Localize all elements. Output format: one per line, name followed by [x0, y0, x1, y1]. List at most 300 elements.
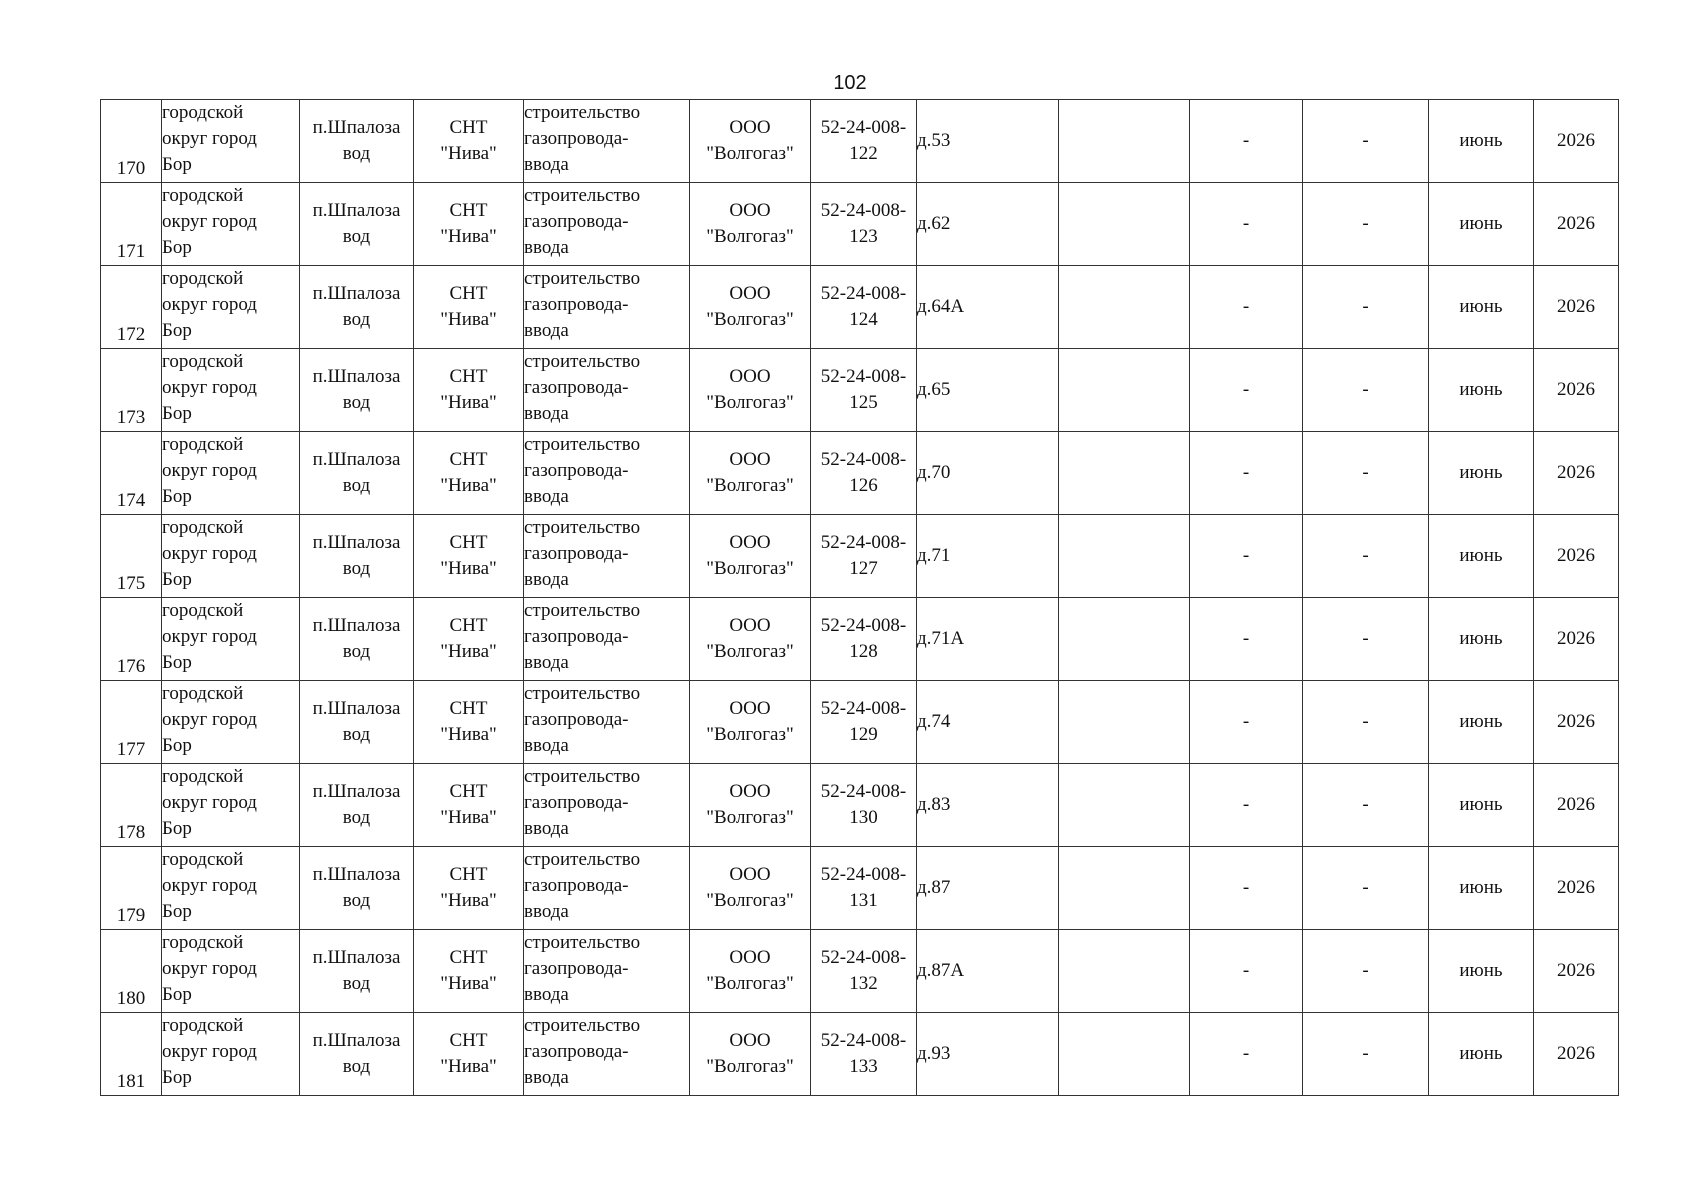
- district-cell-line: округ город: [162, 958, 257, 979]
- work-type-cell-line: строительство: [524, 434, 641, 455]
- table-row: [101, 515, 1619, 598]
- snt-cell-line: СНТ: [449, 698, 488, 719]
- empty-cell: [1059, 432, 1190, 515]
- district-cell: [162, 349, 300, 432]
- organization-cell: [690, 266, 811, 349]
- table-row: [101, 847, 1619, 930]
- cadastral-code-cell-line: 127: [849, 558, 878, 579]
- settlement-cell-line: вод: [342, 973, 371, 994]
- organization-cell-line: ООО: [729, 117, 771, 138]
- work-type-cell-line: газопровода-: [524, 875, 629, 896]
- cadastral-code-cell-line: 125: [849, 392, 878, 413]
- year-cell: 2026: [1534, 183, 1619, 266]
- snt-cell-line: СНТ: [449, 449, 488, 470]
- month-cell: июнь: [1429, 681, 1534, 764]
- year-cell: 2026: [1534, 764, 1619, 847]
- dash-cell: -: [1303, 349, 1429, 432]
- dash-cell: -: [1303, 598, 1429, 681]
- cadastral-code-cell-line: 52-24-008-: [820, 781, 907, 802]
- table-row: [101, 598, 1619, 681]
- table-row: [101, 432, 1619, 515]
- house-number-cell: д.71: [917, 515, 1059, 598]
- settlement-cell: [300, 598, 414, 681]
- district-cell-line: Бор: [162, 403, 192, 424]
- row-number-cell: 180: [101, 930, 162, 1013]
- empty-cell: [1059, 598, 1190, 681]
- work-type-cell-line: строительство: [524, 766, 641, 787]
- work-type-cell: [524, 183, 690, 266]
- dash-cell: -: [1190, 847, 1303, 930]
- work-type-cell: [524, 764, 690, 847]
- row-number-cell: 181: [101, 1013, 162, 1096]
- snt-cell-line: "Нива": [440, 558, 497, 579]
- district-cell-line: округ город: [162, 626, 257, 647]
- organization-cell-line: ООО: [729, 781, 771, 802]
- work-type-cell-line: ввода: [524, 237, 569, 258]
- snt-cell: [414, 266, 524, 349]
- dash-cell: -: [1303, 930, 1429, 1013]
- organization-cell-line: "Волгогаз": [706, 392, 794, 413]
- organization-cell: [690, 432, 811, 515]
- house-number-cell: д.65: [917, 349, 1059, 432]
- cadastral-code-cell-line: 52-24-008-: [820, 532, 907, 553]
- empty-cell: [1059, 515, 1190, 598]
- registry-table: [100, 99, 1619, 1096]
- district-cell-line: округ город: [162, 1041, 257, 1062]
- cadastral-code-cell-line: 132: [849, 973, 878, 994]
- snt-cell-line: СНТ: [449, 781, 488, 802]
- cadastral-code-cell-line: 52-24-008-: [820, 366, 907, 387]
- district-cell-line: округ город: [162, 875, 257, 896]
- empty-cell: [1059, 100, 1190, 183]
- cadastral-code-cell-line: 52-24-008-: [820, 615, 907, 636]
- work-type-cell-line: строительство: [524, 1015, 641, 1036]
- snt-cell: [414, 349, 524, 432]
- settlement-cell-line: вод: [342, 226, 371, 247]
- work-type-cell-line: газопровода-: [524, 543, 629, 564]
- table-row: [101, 1013, 1619, 1096]
- settlement-cell-line: п.Шпалоза: [312, 698, 401, 719]
- house-number-cell: д.62: [917, 183, 1059, 266]
- row-number-cell: 177: [101, 681, 162, 764]
- district-cell: [162, 515, 300, 598]
- month-cell: июнь: [1429, 515, 1534, 598]
- work-type-cell-line: газопровода-: [524, 958, 629, 979]
- snt-cell: [414, 847, 524, 930]
- district-cell: [162, 100, 300, 183]
- row-number-cell: 178: [101, 764, 162, 847]
- table-row: [101, 764, 1619, 847]
- settlement-cell: [300, 266, 414, 349]
- district-cell-line: городской: [162, 766, 244, 787]
- work-type-cell: [524, 598, 690, 681]
- district-cell-line: городской: [162, 849, 244, 870]
- snt-cell-line: СНТ: [449, 366, 488, 387]
- district-cell: [162, 930, 300, 1013]
- work-type-cell-line: газопровода-: [524, 128, 629, 149]
- dash-cell: -: [1190, 930, 1303, 1013]
- house-number-cell: д.74: [917, 681, 1059, 764]
- work-type-cell: [524, 681, 690, 764]
- district-cell-line: Бор: [162, 984, 192, 1005]
- work-type-cell-line: строительство: [524, 683, 641, 704]
- work-type-cell-line: строительство: [524, 517, 641, 538]
- organization-cell-line: ООО: [729, 947, 771, 968]
- table-row: [101, 266, 1619, 349]
- dash-cell: -: [1303, 681, 1429, 764]
- district-cell-line: городской: [162, 434, 244, 455]
- work-type-cell-line: ввода: [524, 652, 569, 673]
- settlement-cell-line: п.Шпалоза: [312, 449, 401, 470]
- district-cell-line: городской: [162, 185, 244, 206]
- empty-cell: [1059, 681, 1190, 764]
- settlement-cell-line: п.Шпалоза: [312, 1030, 401, 1051]
- settlement-cell-line: п.Шпалоза: [312, 117, 401, 138]
- settlement-cell-line: вод: [342, 558, 371, 579]
- organization-cell-line: ООО: [729, 283, 771, 304]
- organization-cell: [690, 930, 811, 1013]
- work-type-cell: [524, 349, 690, 432]
- settlement-cell: [300, 930, 414, 1013]
- district-cell-line: городской: [162, 102, 244, 123]
- district-cell-line: округ город: [162, 128, 257, 149]
- organization-cell: [690, 100, 811, 183]
- month-cell: июнь: [1429, 847, 1534, 930]
- snt-cell-line: "Нива": [440, 309, 497, 330]
- district-cell-line: Бор: [162, 1067, 192, 1088]
- district-cell: [162, 432, 300, 515]
- snt-cell-line: СНТ: [449, 615, 488, 636]
- cadastral-code-cell: [811, 515, 917, 598]
- dash-cell: -: [1190, 266, 1303, 349]
- row-number-cell: 170: [101, 100, 162, 183]
- row-number-cell: 175: [101, 515, 162, 598]
- work-type-cell-line: ввода: [524, 154, 569, 175]
- house-number-cell: д.87А: [917, 930, 1059, 1013]
- year-cell: 2026: [1534, 432, 1619, 515]
- district-cell: [162, 183, 300, 266]
- empty-cell: [1059, 183, 1190, 266]
- cadastral-code-cell-line: 124: [849, 309, 878, 330]
- organization-cell-line: "Волгогаз": [706, 226, 794, 247]
- organization-cell-line: ООО: [729, 1030, 771, 1051]
- dash-cell: -: [1190, 183, 1303, 266]
- row-number-cell: 172: [101, 266, 162, 349]
- snt-cell-line: "Нива": [440, 143, 497, 164]
- organization-cell-line: "Волгогаз": [706, 807, 794, 828]
- snt-cell-line: "Нива": [440, 475, 497, 496]
- cadastral-code-cell-line: 122: [849, 143, 878, 164]
- organization-cell-line: ООО: [729, 449, 771, 470]
- work-type-cell-line: строительство: [524, 268, 641, 289]
- district-cell-line: округ город: [162, 460, 257, 481]
- district-cell-line: округ город: [162, 294, 257, 315]
- month-cell: июнь: [1429, 349, 1534, 432]
- work-type-cell-line: строительство: [524, 351, 641, 372]
- organization-cell: [690, 183, 811, 266]
- cadastral-code-cell-line: 133: [849, 1056, 878, 1077]
- house-number-cell: д.87: [917, 847, 1059, 930]
- district-cell-line: Бор: [162, 901, 192, 922]
- empty-cell: [1059, 1013, 1190, 1096]
- cadastral-code-cell: [811, 183, 917, 266]
- settlement-cell: [300, 349, 414, 432]
- snt-cell-line: "Нива": [440, 641, 497, 662]
- year-cell: 2026: [1534, 515, 1619, 598]
- organization-cell: [690, 764, 811, 847]
- work-type-cell: [524, 100, 690, 183]
- organization-cell-line: ООО: [729, 615, 771, 636]
- work-type-cell: [524, 930, 690, 1013]
- settlement-cell-line: п.Шпалоза: [312, 366, 401, 387]
- table-row: [101, 100, 1619, 183]
- empty-cell: [1059, 764, 1190, 847]
- cadastral-code-cell: [811, 930, 917, 1013]
- empty-cell: [1059, 847, 1190, 930]
- organization-cell: [690, 515, 811, 598]
- snt-cell-line: СНТ: [449, 117, 488, 138]
- snt-cell: [414, 183, 524, 266]
- district-cell-line: округ город: [162, 709, 257, 730]
- cadastral-code-cell-line: 123: [849, 226, 878, 247]
- district-cell-line: городской: [162, 932, 244, 953]
- dash-cell: -: [1190, 515, 1303, 598]
- row-number-cell: 176: [101, 598, 162, 681]
- settlement-cell-line: вод: [342, 890, 371, 911]
- district-cell: [162, 1013, 300, 1096]
- work-type-cell-line: газопровода-: [524, 211, 629, 232]
- dash-cell: -: [1190, 681, 1303, 764]
- organization-cell-line: "Волгогаз": [706, 1056, 794, 1077]
- organization-cell-line: ООО: [729, 698, 771, 719]
- work-type-cell-line: газопровода-: [524, 460, 629, 481]
- snt-cell-line: СНТ: [449, 1030, 488, 1051]
- cadastral-code-cell: [811, 266, 917, 349]
- work-type-cell-line: строительство: [524, 932, 641, 953]
- snt-cell: [414, 100, 524, 183]
- district-cell-line: Бор: [162, 652, 192, 673]
- work-type-cell-line: газопровода-: [524, 1041, 629, 1062]
- settlement-cell-line: п.Шпалоза: [312, 532, 401, 553]
- district-cell-line: городской: [162, 683, 244, 704]
- table-row: [101, 183, 1619, 266]
- organization-cell-line: "Волгогаз": [706, 558, 794, 579]
- snt-cell: [414, 1013, 524, 1096]
- snt-cell: [414, 764, 524, 847]
- work-type-cell-line: ввода: [524, 486, 569, 507]
- month-cell: июнь: [1429, 183, 1534, 266]
- row-number-cell: 171: [101, 183, 162, 266]
- house-number-cell: д.64А: [917, 266, 1059, 349]
- dash-cell: -: [1303, 100, 1429, 183]
- settlement-cell: [300, 681, 414, 764]
- month-cell: июнь: [1429, 764, 1534, 847]
- dash-cell: -: [1190, 598, 1303, 681]
- cadastral-code-cell-line: 52-24-008-: [820, 1030, 907, 1051]
- organization-cell-line: "Волгогаз": [706, 890, 794, 911]
- cadastral-code-cell-line: 52-24-008-: [820, 698, 907, 719]
- work-type-cell-line: ввода: [524, 403, 569, 424]
- organization-cell-line: ООО: [729, 864, 771, 885]
- organization-cell-line: ООО: [729, 366, 771, 387]
- dash-cell: -: [1303, 266, 1429, 349]
- snt-cell: [414, 432, 524, 515]
- organization-cell: [690, 847, 811, 930]
- table-body: [101, 100, 1619, 1096]
- empty-cell: [1059, 349, 1190, 432]
- cadastral-code-cell-line: 129: [849, 724, 878, 745]
- month-cell: июнь: [1429, 266, 1534, 349]
- settlement-cell: [300, 183, 414, 266]
- cadastral-code-cell: [811, 681, 917, 764]
- cadastral-code-cell: [811, 1013, 917, 1096]
- work-type-cell-line: ввода: [524, 818, 569, 839]
- house-number-cell: д.53: [917, 100, 1059, 183]
- settlement-cell-line: п.Шпалоза: [312, 781, 401, 802]
- district-cell-line: Бор: [162, 735, 192, 756]
- district-cell: [162, 681, 300, 764]
- dash-cell: -: [1303, 183, 1429, 266]
- year-cell: 2026: [1534, 100, 1619, 183]
- work-type-cell-line: ввода: [524, 1067, 569, 1088]
- settlement-cell-line: вод: [342, 641, 371, 662]
- snt-cell-line: "Нива": [440, 226, 497, 247]
- district-cell-line: городской: [162, 1015, 244, 1036]
- district-cell-line: Бор: [162, 569, 192, 590]
- organization-cell-line: "Волгогаз": [706, 309, 794, 330]
- dash-cell: -: [1303, 847, 1429, 930]
- year-cell: 2026: [1534, 598, 1619, 681]
- work-type-cell-line: строительство: [524, 849, 641, 870]
- cadastral-code-cell-line: 52-24-008-: [820, 200, 907, 221]
- snt-cell: [414, 515, 524, 598]
- organization-cell-line: "Волгогаз": [706, 724, 794, 745]
- work-type-cell-line: газопровода-: [524, 377, 629, 398]
- district-cell-line: Бор: [162, 818, 192, 839]
- snt-cell-line: "Нива": [440, 1056, 497, 1077]
- settlement-cell-line: вод: [342, 475, 371, 496]
- table-row: [101, 930, 1619, 1013]
- cadastral-code-cell: [811, 847, 917, 930]
- organization-cell-line: "Волгогаз": [706, 143, 794, 164]
- district-cell-line: Бор: [162, 486, 192, 507]
- cadastral-code-cell-line: 128: [849, 641, 878, 662]
- organization-cell-line: ООО: [729, 532, 771, 553]
- district-cell-line: округ город: [162, 211, 257, 232]
- settlement-cell-line: вод: [342, 724, 371, 745]
- district-cell-line: городской: [162, 517, 244, 538]
- settlement-cell: [300, 764, 414, 847]
- cadastral-code-cell-line: 52-24-008-: [820, 947, 907, 968]
- work-type-cell-line: газопровода-: [524, 626, 629, 647]
- year-cell: 2026: [1534, 266, 1619, 349]
- cadastral-code-cell-line: 52-24-008-: [820, 864, 907, 885]
- month-cell: июнь: [1429, 1013, 1534, 1096]
- row-number-cell: 173: [101, 349, 162, 432]
- dash-cell: -: [1190, 100, 1303, 183]
- settlement-cell-line: п.Шпалоза: [312, 947, 401, 968]
- dash-cell: -: [1303, 432, 1429, 515]
- organization-cell-line: ООО: [729, 200, 771, 221]
- year-cell: 2026: [1534, 1013, 1619, 1096]
- work-type-cell-line: ввода: [524, 569, 569, 590]
- snt-cell: [414, 681, 524, 764]
- house-number-cell: д.83: [917, 764, 1059, 847]
- dash-cell: -: [1303, 515, 1429, 598]
- cadastral-code-cell: [811, 598, 917, 681]
- row-number-cell: 179: [101, 847, 162, 930]
- dash-cell: -: [1190, 764, 1303, 847]
- year-cell: 2026: [1534, 349, 1619, 432]
- district-cell-line: городской: [162, 600, 244, 621]
- district-cell: [162, 847, 300, 930]
- settlement-cell-line: вод: [342, 807, 371, 828]
- organization-cell: [690, 1013, 811, 1096]
- work-type-cell-line: ввода: [524, 735, 569, 756]
- district-cell: [162, 598, 300, 681]
- cadastral-code-cell: [811, 432, 917, 515]
- month-cell: июнь: [1429, 930, 1534, 1013]
- settlement-cell-line: вод: [342, 392, 371, 413]
- cadastral-code-cell-line: 52-24-008-: [820, 449, 907, 470]
- year-cell: 2026: [1534, 847, 1619, 930]
- settlement-cell: [300, 847, 414, 930]
- organization-cell-line: "Волгогаз": [706, 641, 794, 662]
- settlement-cell-line: п.Шпалоза: [312, 283, 401, 304]
- district-cell-line: Бор: [162, 320, 192, 341]
- snt-cell-line: СНТ: [449, 947, 488, 968]
- table-row: [101, 681, 1619, 764]
- district-cell-line: Бор: [162, 154, 192, 175]
- snt-cell-line: СНТ: [449, 283, 488, 304]
- cadastral-code-cell-line: 52-24-008-: [820, 117, 907, 138]
- settlement-cell-line: п.Шпалоза: [312, 615, 401, 636]
- district-cell-line: городской: [162, 351, 244, 372]
- snt-cell-line: СНТ: [449, 864, 488, 885]
- row-number-cell: 174: [101, 432, 162, 515]
- house-number-cell: д.71А: [917, 598, 1059, 681]
- snt-cell-line: "Нива": [440, 890, 497, 911]
- table-row: [101, 349, 1619, 432]
- snt-cell-line: "Нива": [440, 724, 497, 745]
- settlement-cell-line: вод: [342, 143, 371, 164]
- work-type-cell: [524, 266, 690, 349]
- house-number-cell: д.93: [917, 1013, 1059, 1096]
- empty-cell: [1059, 930, 1190, 1013]
- snt-cell-line: "Нива": [440, 973, 497, 994]
- district-cell-line: Бор: [162, 237, 192, 258]
- snt-cell-line: СНТ: [449, 532, 488, 553]
- year-cell: 2026: [1534, 930, 1619, 1013]
- work-type-cell-line: газопровода-: [524, 792, 629, 813]
- settlement-cell-line: п.Шпалоза: [312, 864, 401, 885]
- snt-cell: [414, 598, 524, 681]
- month-cell: июнь: [1429, 432, 1534, 515]
- district-cell-line: округ город: [162, 377, 257, 398]
- snt-cell-line: СНТ: [449, 200, 488, 221]
- settlement-cell: [300, 515, 414, 598]
- organization-cell: [690, 681, 811, 764]
- work-type-cell-line: ввода: [524, 901, 569, 922]
- cadastral-code-cell: [811, 764, 917, 847]
- month-cell: июнь: [1429, 598, 1534, 681]
- district-cell-line: округ город: [162, 792, 257, 813]
- snt-cell-line: "Нива": [440, 392, 497, 413]
- work-type-cell: [524, 432, 690, 515]
- cadastral-code-cell-line: 126: [849, 475, 878, 496]
- house-number-cell: д.70: [917, 432, 1059, 515]
- district-cell-line: городской: [162, 268, 244, 289]
